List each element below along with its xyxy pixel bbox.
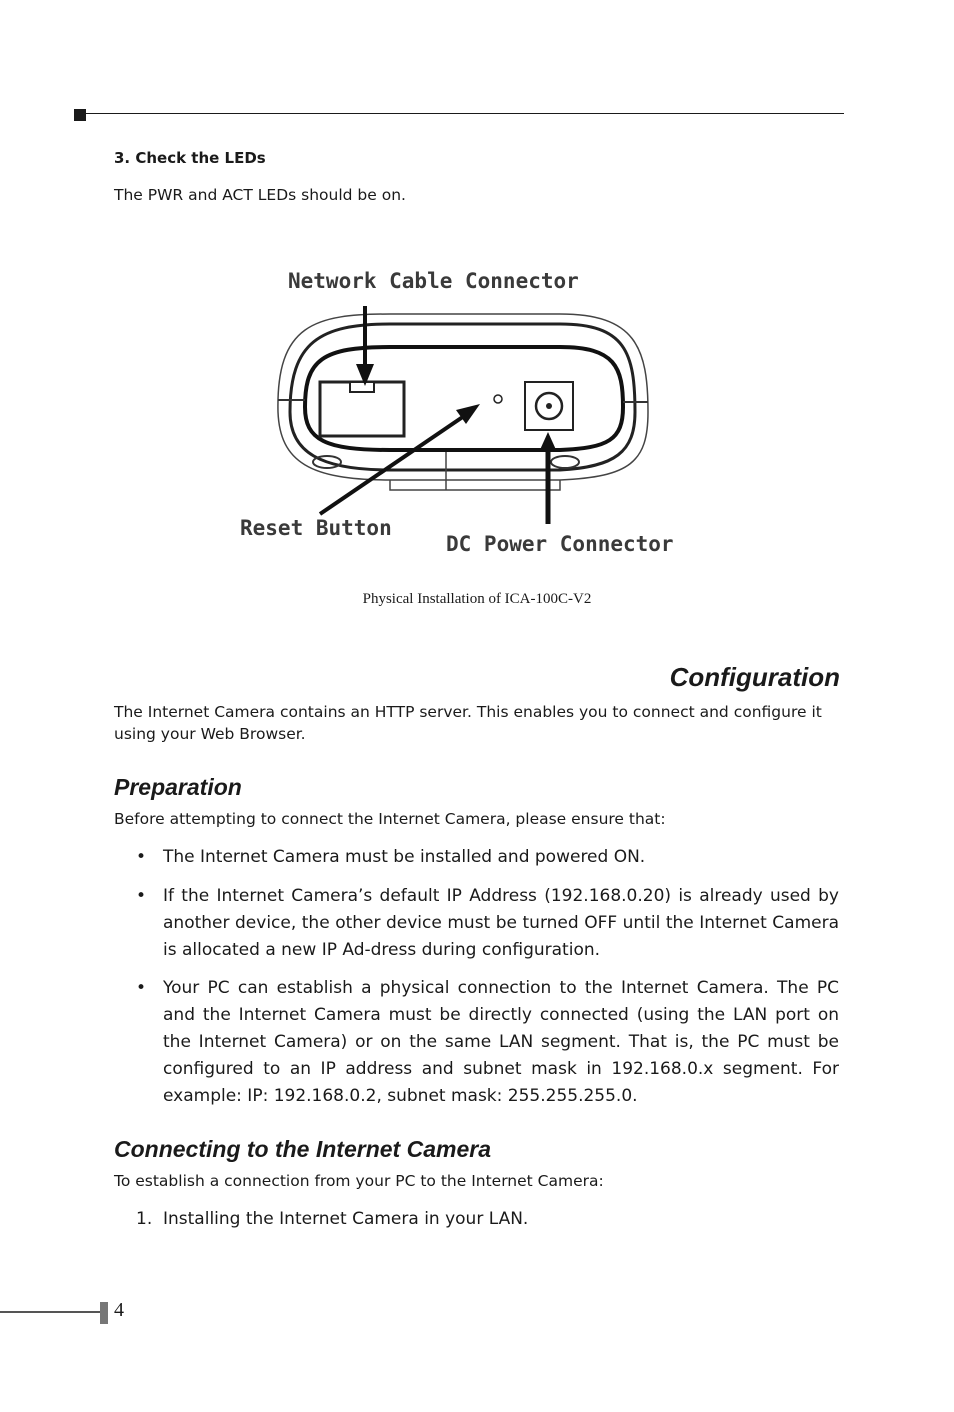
camera-body-inner (278, 314, 648, 480)
configuration-title: Configuration (669, 662, 840, 692)
reset-hole (494, 395, 502, 403)
step-heading: 3. Check the LEDs (114, 149, 266, 167)
label-reset-button: Reset Button (240, 516, 392, 540)
arrow-reset (320, 412, 470, 514)
connecting-title: Connecting to the Internet Camera (114, 1136, 491, 1162)
list-item: The Internet Camera must be installed and powered ON. (163, 847, 646, 867)
bullet-marker: • (136, 847, 147, 867)
preparation-title: Preparation (114, 774, 242, 800)
page-number: 4 (114, 1299, 124, 1321)
label-network-cable: Network Cable Connector (288, 269, 579, 293)
figure-caption: Physical Installation of ICA-100C-V2 (362, 591, 592, 607)
header-rule (86, 113, 844, 114)
list-item: Your PC can establish a physical connection to the Internet Camera. The PC and the Internet Camera must be directly connected (using the LAN port on the Internet Camera) or on the same LAN segment. That is, the PC must be configured to an IP address and subnet mask in 192.168.0.x segment. For example: IP: 192.168.0.2, subnet mask: 255.255.255.0. (163, 978, 839, 1106)
bullet-marker: • (136, 978, 147, 998)
footer-rule (0, 1311, 100, 1313)
camera-diagram (230, 262, 720, 562)
step-text: Installing the Internet Camera in your LAN. (163, 1209, 529, 1229)
footer-page-bar (100, 1302, 108, 1324)
header-square-marker (74, 109, 86, 121)
step-number: 1. (136, 1209, 153, 1229)
configuration-text: The Internet Camera contains an HTTP server. This enables you to connect and configure it using your Web Browser. (114, 703, 822, 743)
leds-text: The PWR and ACT LEDs should be on. (114, 186, 406, 204)
list-item: If the Internet Camera’s default IP Address (192.168.0.20) is already used by another device, the other device must be turned OFF until the Internet Camera is allocated a new IP Ad-dress during configuration. (163, 886, 839, 960)
bullet-marker: • (136, 886, 147, 906)
label-dc-power: DC Power Connector (446, 532, 674, 556)
preparation-intro: Before attempting to connect the Internet Camera, please ensure that: (114, 810, 666, 828)
connecting-intro: To establish a connection from your PC to the Internet Camera: (114, 1172, 604, 1190)
